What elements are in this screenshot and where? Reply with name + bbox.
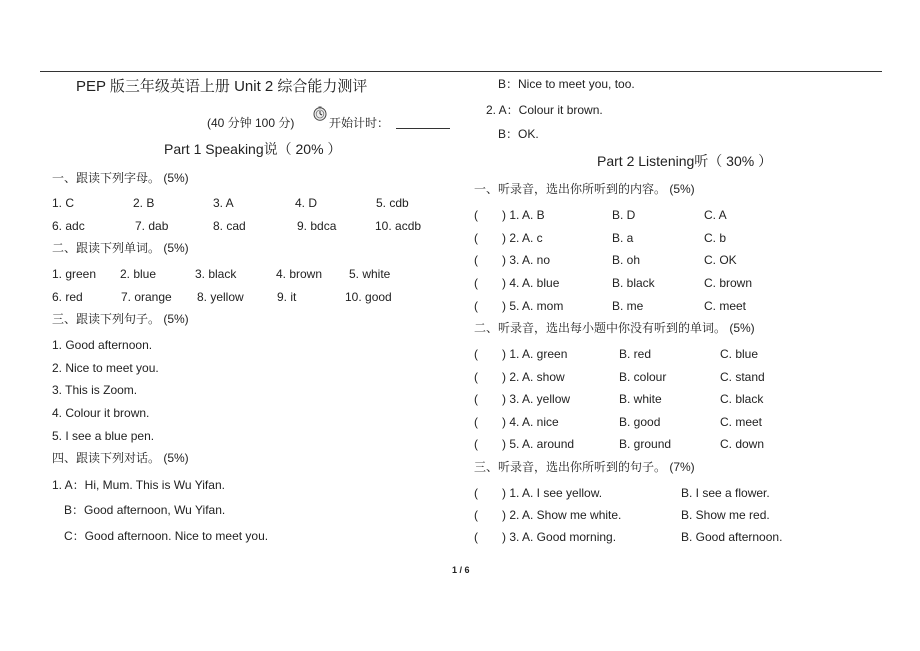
option-b: B. white [619,392,662,406]
option-b: B. ground [619,437,672,451]
dialogue-line: 2. A：Colour it brown. [486,103,603,117]
letter-item: 7. dab [135,219,169,233]
option-c: C. A [704,208,727,222]
start-time-blank [396,128,450,129]
answer-blank[interactable]: ( [474,437,478,451]
option-a: ) 1. A. B [502,208,545,222]
letter-item: 10. acdb [375,219,422,233]
sentence-item: 2. Nice to meet you. [52,361,159,375]
clock-icon [313,106,327,121]
option-c: C. blue [720,347,759,361]
s2-heading: 二、跟读下列单词。 (5%) [52,241,189,255]
word-item: 5. white [349,267,391,281]
answer-blank[interactable]: ( [474,370,478,384]
option-b: B. D [612,208,636,222]
top-rule [40,71,882,72]
answer-blank[interactable]: ( [474,530,478,544]
q3-heading: 三、听录音，选出你所听到的句子。 (7%) [474,460,695,474]
sentence-item: 5. I see a blue pen. [52,429,155,443]
option-b: B. a [612,231,634,245]
answer-blank[interactable]: ( [474,253,478,267]
option-a: ) 4. A. nice [502,415,559,429]
word-item: 4. brown [276,267,323,281]
word-item: 7. orange [121,290,172,304]
answer-blank[interactable]: ( [474,208,478,222]
s4-heading: 四、跟读下列对话。 (5%) [52,451,189,465]
s3-heading: 三、跟读下列句子。 (5%) [52,312,189,326]
option-a: ) 2. A. c [502,231,543,245]
option-a: ) 2. A. Show me white. [502,508,622,522]
option-c: C. black [720,392,764,406]
letter-item: 2. B [133,196,155,210]
answer-blank[interactable]: ( [474,415,478,429]
option-b: B. me [612,299,644,313]
word-item: 6. red [52,290,83,304]
word-item: 10. good [345,290,392,304]
dialogue-line: B：OK. [498,127,539,141]
option-b: B. colour [619,370,667,384]
option-a: ) 3. A. Good morning. [502,530,617,544]
option-c: C. b [704,231,727,245]
option-b: B. Good afternoon. [681,530,783,544]
option-a: ) 1. A. I see yellow. [502,486,603,500]
letter-item: 4. D [295,196,318,210]
answer-blank[interactable]: ( [474,276,478,290]
page-number: 1 / 6 [452,565,470,575]
letter-item: 5. cdb [376,196,409,210]
answer-blank[interactable]: ( [474,299,478,313]
option-a: ) 3. A. yellow [502,392,571,406]
word-item: 3. black [195,267,237,281]
answer-blank[interactable]: ( [474,231,478,245]
letter-item: 9. bdca [297,219,337,233]
option-b: B. good [619,415,661,429]
option-c: C. OK [704,253,737,267]
word-item: 1. green [52,267,97,281]
option-c: C. stand [720,370,765,384]
answer-blank[interactable]: ( [474,392,478,406]
page-title: PEP 版三年级英语上册 Unit 2 综合能力测评 [76,78,368,95]
answer-blank[interactable]: ( [474,508,478,522]
option-a: ) 5. A. around [502,437,575,451]
answer-blank[interactable]: ( [474,347,478,361]
sentence-item: 4. Colour it brown. [52,406,150,420]
option-a: ) 2. A. show [502,370,565,384]
word-item: 8. yellow [197,290,244,304]
sentence-item: 3. This is Zoom. [52,383,138,397]
dialogue-line: B：Good afternoon, Wu Yifan. [64,503,226,517]
s1-heading: 一、跟读下列字母。 (5%) [52,171,189,185]
option-a: ) 3. A. no [502,253,551,267]
q1-heading: 一、听录音，选出你所听到的内容。 (5%) [474,182,695,196]
option-a: ) 5. A. mom [502,299,564,313]
q2-heading: 二、听录音，选出每小题中你没有听到的单词。 (5%) [474,321,755,335]
option-b: B. oh [612,253,641,267]
dialogue-line: 1. A：Hi, Mum. This is Wu Yifan. [52,478,225,492]
option-a: ) 4. A. blue [502,276,560,290]
answer-blank[interactable]: ( [474,486,478,500]
option-c: C. meet [720,415,763,429]
part2-title: Part 2 Listening听（ 30% ） [597,153,773,169]
time-info: (40 分钟 100 分) [207,116,295,130]
letter-item: 1. C [52,196,75,210]
sentence-item: 1. Good afternoon. [52,338,153,352]
option-b: B. red [619,347,652,361]
dialogue-line: C：Good afternoon. Nice to meet you. [64,529,269,543]
letter-item: 6. adc [52,219,85,233]
option-c: C. down [720,437,765,451]
option-b: B. black [612,276,655,290]
option-a: ) 1. A. green [502,347,568,361]
option-b: B. Show me red. [681,508,770,522]
option-b: B. I see a flower. [681,486,770,500]
dialogue-line: B：Nice to meet you, too. [498,77,635,91]
letter-item: 3. A [213,196,234,210]
letter-item: 8. cad [213,219,246,233]
option-c: C. meet [704,299,747,313]
start-label: 开始计时： [329,116,390,130]
word-item: 9. it [277,290,297,304]
part1-title: Part 1 Speaking说（ 20% ） [164,141,342,157]
word-item: 2. blue [120,267,157,281]
option-c: C. brown [704,276,753,290]
